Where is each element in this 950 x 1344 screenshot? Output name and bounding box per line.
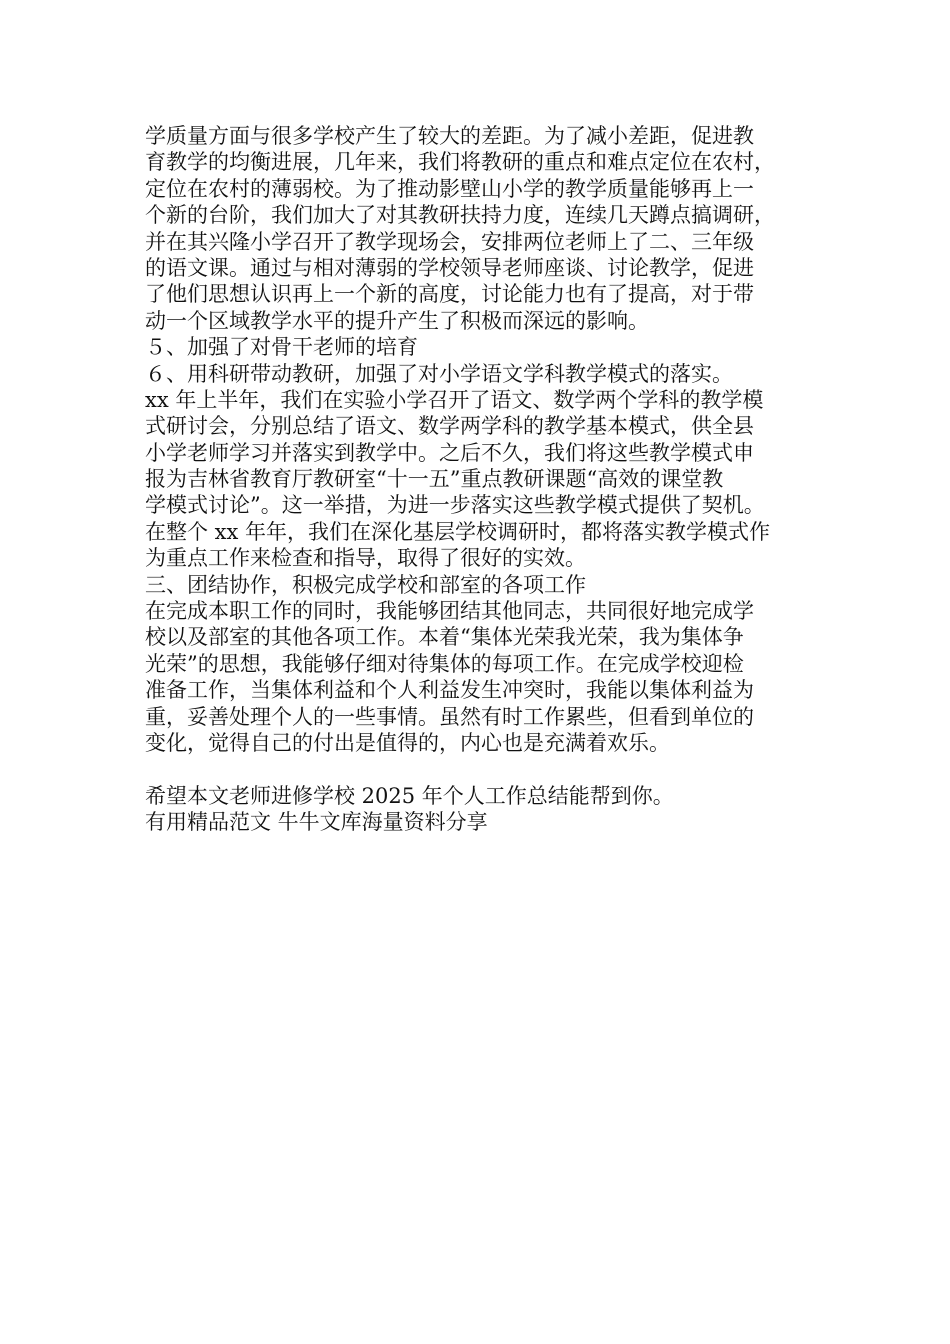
text-line: 动一个区域教学水平的提升产生了积极而深远的影响。 bbox=[145, 308, 649, 333]
text-line: 报为吉林省教育厅教研室“十一五”重点教研课题“高效的课堂教 bbox=[145, 467, 724, 492]
footer-line: 有用精品范文 牛牛文库海量资料分享 bbox=[145, 810, 488, 835]
text-line: 变化，觉得自己的付出是值得的，内心也是充满着欢乐。 bbox=[145, 730, 670, 755]
text-line: 的语文课。通过与相对薄弱的学校领导老师座谈、讨论教学，促进 bbox=[145, 255, 754, 280]
text-line: 式研讨会，分别总结了语文、数学两学科的教学基本模式，供全县 bbox=[145, 414, 754, 439]
text-line: 重，妥善处理个人的一些事情。虽然有时工作累些，但看到单位的 bbox=[145, 704, 754, 729]
text-line: 校以及部室的其他各项工作。本着“集体光荣我光荣，我为集体争 bbox=[145, 625, 744, 650]
document-body bbox=[145, 123, 815, 836]
text-line: 在整个 xx 年年，我们在深化基层学校调研时，都将落实教学模式作 bbox=[145, 519, 771, 544]
paragraph-3 bbox=[145, 598, 815, 756]
closing-line: 希望本文老师进修学校 2025 年个人工作总结能帮到你。 bbox=[145, 783, 674, 808]
text-line: 在完成本职工作的同时，我能够团结其他同志，共同很好地完成学 bbox=[145, 599, 754, 624]
section-3-heading: 三、团结协作，积极完成学校和部室的各项工作 bbox=[145, 572, 586, 597]
text-line: 并在其兴隆小学召开了教学现场会，安排两位老师上了二、三年级 bbox=[145, 229, 754, 254]
paragraph-2 bbox=[145, 387, 815, 572]
item-5-heading: ５、加强了对骨干老师的培育 bbox=[145, 335, 418, 360]
text-line: 光荣”的思想，我能够仔细对待集体的每项工作。在完成学校迎检 bbox=[145, 651, 744, 676]
text-line: 学质量方面与很多学校产生了较大的差距。为了减小差距，促进教 bbox=[145, 124, 754, 148]
text-line: 学模式讨论”。这一举措，为进一步落实这些教学模式提供了契机。 bbox=[145, 493, 765, 518]
text-line: xx 年上半年，我们在实验小学召开了语文、数学两个学科的教学模 bbox=[145, 387, 764, 412]
item-6-heading: ６、用科研带动教研，加强了对小学语文学科教学模式的落实。 bbox=[145, 361, 733, 386]
blank-line bbox=[145, 756, 815, 782]
text-line: 个新的台阶，我们加大了对其教研扶持力度，连续几天蹲点搞调研， bbox=[145, 203, 775, 228]
text-line: 定位在农村的薄弱校。为了推动影壁山小学的教学质量能够再上一 bbox=[145, 176, 754, 201]
text-line: 育教学的均衡进展，几年来，我们将教研的重点和难点定位在农村， bbox=[145, 150, 775, 175]
text-line: 小学老师学习并落实到教学中。之后不久，我们将这些教学模式申 bbox=[145, 440, 754, 465]
paragraph-1 bbox=[145, 123, 815, 334]
text-line: 准备工作，当集体利益和个人利益发生冲突时，我能以集体利益为 bbox=[145, 678, 754, 703]
text-line: 为重点工作来检查和指导，取得了很好的实效。 bbox=[145, 546, 586, 571]
text-line: 了他们思想认识再上一个新的高度，讨论能力也有了提高，对于带 bbox=[145, 282, 754, 307]
